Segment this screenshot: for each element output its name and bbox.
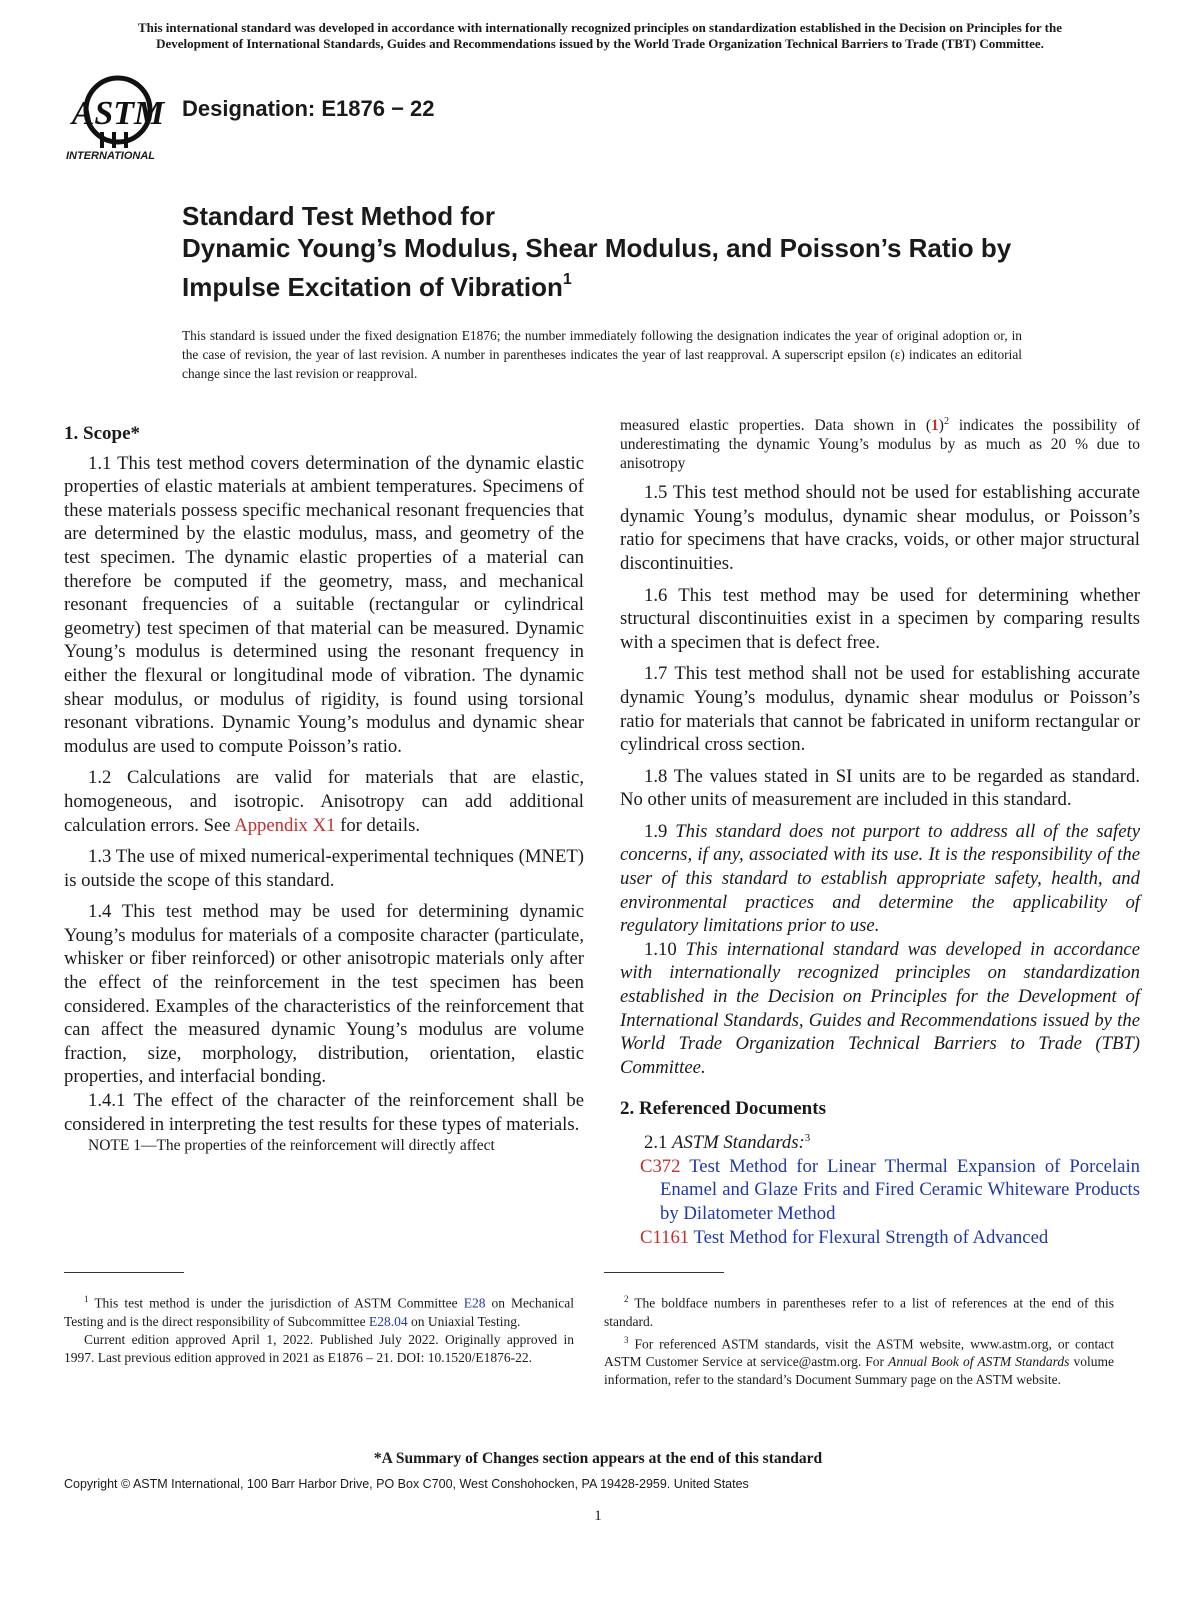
tbt-notice-line1: This international standard was developed in accordance with internationally recognized principles on standardization established in the Decision on Principles for the xyxy=(137,20,1062,35)
scope-heading: 1. Scope* xyxy=(64,423,140,444)
note-1: NOTE 1—The properties of the reinforcement will directly affect xyxy=(88,1137,495,1155)
title-footnote-mark[interactable]: 1 xyxy=(562,271,572,288)
para-1-1: 1.1 This test method covers determination of the dynamic elastic properties of elastic materials at ambient temperatures. Specimens of these materials possess specific mechanical resonant frequencies that are determined by the elastic modulus, mass, and geometry of the test specimen. The dynamic elastic properties of a material can therefore be computed if the geometry, mass, and mechanical resonant frequencies of a suitable (rectangular or cylindrical geometry) test specimen of that material can be measured. Dynamic Young’s modulus is determined using the resonant frequency in either the flexural or longitudinal mode of vibration. The dynamic shear modulus, or modulus of rigidity, is found using torsional resonant vibrations. Dynamic Young’s modulus and dynamic shear modulus are used to compute Poisson’s ratio. xyxy=(64,452,584,757)
page-number: 1 xyxy=(594,1508,602,1524)
copyright: Copyright © ASTM International, 100 Barr Harbor Drive, PO Box C700, West Conshohocken, PA 19428-2959. United States xyxy=(64,1477,749,1491)
footnote-1-edition: Current edition approved April 1, 2022. Published July 2022. Originally approved in 1997. Last previous edition approved in 2021 as E1876 – 21. DOI: 10.1520/E1876-22. xyxy=(64,1331,574,1365)
footnote-3-mark[interactable]: 3 xyxy=(804,1132,811,1144)
para-1-6: 1.6 This test method may be used for determining whether structural discontinuities exist in a specimen by comparing results with a specimen that is defect free. xyxy=(620,584,1140,653)
footnote-2: $^2$ The boldface numbers in parentheses refer to a list of references at the end of this standard. xyxy=(604,1294,1114,1329)
note-1-continued: measured elastic properties. Data shown in $(1)^2$ indicates the possibility of underestimating the dynamic Young’s modulus by as much as 20 % due to anisotropy xyxy=(620,416,1140,473)
footnote-1: $^1$ This test method is under the jurisdiction of ASTM Committee E28 on Mechanical Testing and is the direct responsibility of Subcommittee E28.04 on Uniaxial Testing. Current edition approved April 1, 2022. Published July 2022. Originally approved in 1997. Last previous edition approved in 2021 as E1876 – 21. DOI: 10.1520/E1876-22. xyxy=(64,1294,574,1365)
footnote-2-3 xyxy=(604,1290,1114,1389)
title-line2: Dynamic Young’s Modulus, Shear Modulus, and Poisson’s Ratio by Impulse Excitation of Vibration xyxy=(182,233,1012,302)
title-line1: Standard Test Method for xyxy=(182,201,495,231)
logo-international-text: INTERNATIONAL xyxy=(66,150,156,162)
footnote-2-mark[interactable]: 2 xyxy=(943,416,949,427)
para-2-1: 2.1 ASTM Standards:$^3$ xyxy=(644,1132,811,1154)
para-1-3: 1.3 The use of mixed numerical-experimental techniques (MNET) is outside the scope of this standard. xyxy=(64,846,584,891)
reference-1-link[interactable]: 1 xyxy=(931,417,939,435)
para-1-5: 1.5 This test method should not be used for establishing accurate dynamic Young’s modulus, dynamic shear modulus, or Poisson’s ratio for specimens that have cracks, voids, or other major structural discontinuities. xyxy=(620,482,1140,574)
reference-c372 xyxy=(640,1155,1140,1226)
para-1-2: 1.2 Calculations are valid for materials that are elastic, homogeneous, and isotropic. Anisotropy can add additional calculation errors. See Appendix X1 for details. xyxy=(64,767,584,836)
para-1-9: 1.9 This standard does not purport to address all of the safety concerns, if any, associated with its use. It is the responsibility of the user of this standard to establish appropriate safety, health, and environmental practices and determine the applicability of regulatory limitations prior to use. xyxy=(620,820,1140,937)
c1161-title-link[interactable]: Test Method for Flexural Strength of Advanced xyxy=(689,1226,1049,1248)
document-title xyxy=(182,200,1082,303)
footnote-rule-right xyxy=(604,1272,724,1273)
para-1-7: 1.7 This test method shall not be used for establishing accurate dynamic Young’s modulus, dynamic shear modulus or Poisson’s ratio for materials that cannot be fabricated in uniform rectangular or cylindrical cross section. xyxy=(620,663,1140,756)
c372-link[interactable]: C372 xyxy=(640,1155,681,1177)
para-1-10: 1.10 This international standard was developed in accordance with internationally recognized principles on standardization established in the Decision on Principles for the Development of International Standards, Guides and Recommendations issued by the World Trade Organization Technical Barriers to Trade (TBT) Committee. xyxy=(620,938,1140,1078)
designation: Designation: E1876 − 22 xyxy=(182,96,435,121)
issue-note: This standard is issued under the fixed designation E1876; the number immediately following the designation indicates the year of original adoption or, in the case of revision, the year of last revision. A number in parentheses indicates the year of last reapproval. A superscript epsilon (ε) indicates an editorial change since the last revision or reapproval. xyxy=(182,328,1022,381)
tbt-notice-line2: Development of International Standards, Guides and Recommendations issued by the World Trade Organization Technical Barriers to Trade (TBT) Committee. xyxy=(156,36,1044,51)
para-1-4-1: 1.4.1 The effect of the character of the reinforcement shall be considered in interpreting the test results for these types of materials. xyxy=(64,1090,584,1135)
astm-logo xyxy=(66,70,170,166)
summary-of-changes-note: *A Summary of Changes section appears at the end of this standard xyxy=(373,1450,823,1467)
c1161-link[interactable]: C1161 xyxy=(640,1226,690,1248)
tbt-notice xyxy=(60,20,1140,52)
reference-c1161 xyxy=(640,1226,1140,1250)
e28-04-link[interactable]: E28.04 xyxy=(369,1313,408,1329)
para-1-8: 1.8 The values stated in SI units are to be regarded as standard. No other units of measurement are included in this standard. xyxy=(620,765,1140,811)
appendix-x1-link[interactable]: Appendix X1 xyxy=(234,814,336,836)
footnote-rule-left xyxy=(64,1272,184,1273)
para-1-4: 1.4 This test method may be used for determining dynamic Young’s modulus for materials of a composite character (particulate, whisker or fiber reinforced) or other anisotropic materials only after the effect of the reinforcement in the test specimen has been considered. Examples of the characteristics of the reinforcement that can affect the measured dynamic Young’s modulus are volume fraction, size, morphology, distribution, orientation, elastic properties, and interfacial bonding. xyxy=(64,901,584,1088)
referenced-documents-heading: 2. Referenced Documents xyxy=(620,1098,826,1120)
svg-text:ASTM: ASTM xyxy=(71,95,165,132)
left-column xyxy=(64,422,584,1164)
e28-link[interactable]: E28 xyxy=(463,1295,486,1311)
right-column xyxy=(620,412,1140,1249)
footnote-3: $^3$ For referenced ASTM standards, visit the ASTM website, www.astm.org, or contact ASTM Customer Service at service@astm.org. For Annual Book of ASTM Standards volume information, refer to the standard’s Document Summary page on the ASTM website. xyxy=(604,1334,1115,1387)
c372-title-link[interactable]: Test Method for Linear Thermal Expansion of Porcelain Enamel and Glaze Frits and Fired Ceramic Whiteware Products by Dilatometer Method xyxy=(660,1155,1140,1225)
